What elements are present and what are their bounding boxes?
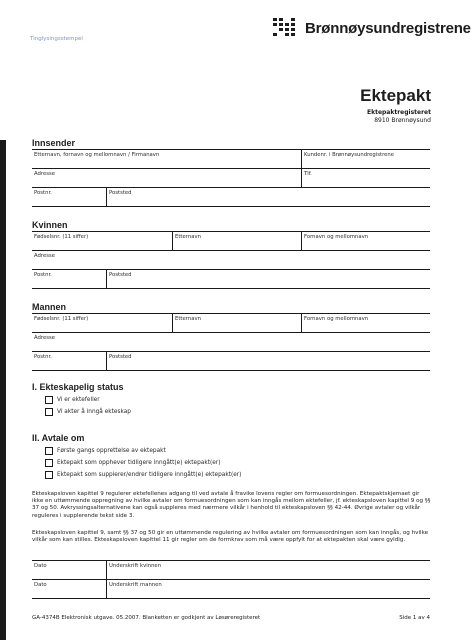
checkbox-intend-to-marry[interactable] bbox=[45, 408, 53, 416]
wife-postal-code-field[interactable] bbox=[32, 270, 107, 288]
wife-signature-label: Underskrift kvinnen bbox=[109, 562, 162, 569]
husband-postal-code-input[interactable] bbox=[34, 360, 104, 369]
form-info: GA-4374B Elektronisk utgave. 05.2007. Blanketten er godkjent av Løsøreregisteret bbox=[32, 615, 261, 621]
wife-postal-code-input[interactable] bbox=[34, 278, 104, 287]
page-title: Ektepakt bbox=[360, 86, 431, 105]
wife-address-label: Adresse bbox=[34, 252, 55, 259]
sender-phone-field[interactable] bbox=[302, 169, 430, 187]
sender-address-field[interactable] bbox=[32, 169, 302, 187]
wife-given-names-input[interactable] bbox=[304, 240, 428, 249]
sender-city-input[interactable] bbox=[109, 196, 428, 205]
section-title-wife: Kvinnen bbox=[32, 220, 68, 230]
husband-birth-no-input[interactable] bbox=[34, 322, 170, 331]
husband-surname-input[interactable] bbox=[175, 322, 299, 331]
logo bbox=[273, 18, 471, 38]
sender-postal-code-label: Postnr. bbox=[34, 189, 52, 196]
checkbox-married[interactable] bbox=[45, 396, 53, 404]
agreement-option[interactable] bbox=[45, 447, 166, 455]
sender-name-field[interactable] bbox=[32, 150, 302, 168]
husband-given-names-input[interactable] bbox=[304, 322, 428, 331]
logo-text: Brønnøysundregistrene bbox=[305, 19, 471, 37]
husband-given-names-label: Fornavn og mellomnavn bbox=[304, 315, 369, 322]
agreement-option[interactable] bbox=[45, 471, 241, 479]
wife-date-field[interactable] bbox=[32, 561, 107, 579]
left-margin-bar bbox=[0, 140, 6, 640]
sender-postal-code-field[interactable] bbox=[32, 188, 107, 206]
wife-city-field[interactable] bbox=[107, 270, 430, 288]
wife-surname-label: Etternavn bbox=[175, 233, 201, 240]
husband-city-input[interactable] bbox=[109, 360, 428, 369]
info-paragraph-2: Ekteskapsloven kapittel 9, samt §§ 37 og 50 gir en uttømmende regulering av hvilke avtaler om formuesordningen som kan inngås, og hvilke vilkår som kan stilles. Ekteskapsloven kapittel 11 gir regler om de formkrav som må være oppfylt for at ektepakten skal være gyldig. bbox=[32, 530, 429, 544]
marital-status-option[interactable] bbox=[45, 396, 100, 404]
signature-table bbox=[32, 560, 430, 599]
wife-birth-no-label: Fødselsnr. (11 siffer) bbox=[34, 233, 89, 240]
checkbox-label: Vi akter å inngå ekteskap bbox=[57, 409, 131, 415]
section-title-husband: Mannen bbox=[32, 302, 67, 312]
sender-city-field[interactable] bbox=[107, 188, 430, 206]
husband-date-field[interactable] bbox=[32, 580, 107, 598]
husband-city-field[interactable] bbox=[107, 352, 430, 370]
wife-birth-no-field[interactable] bbox=[32, 232, 173, 250]
wife-signature-field[interactable] bbox=[107, 561, 430, 579]
registry-address: 8910 Brønnøysund bbox=[374, 117, 431, 124]
sender-postal-code-input[interactable] bbox=[34, 196, 104, 205]
checkbox-first-time[interactable] bbox=[45, 447, 53, 455]
husband-signature-label: Underskrift mannen bbox=[109, 581, 162, 588]
wife-address-input[interactable] bbox=[34, 259, 428, 268]
husband-postal-code-label: Postnr. bbox=[34, 353, 52, 360]
husband-surname-label: Etternavn bbox=[175, 315, 201, 322]
husband-address-field[interactable] bbox=[32, 333, 430, 351]
marital-status-option[interactable] bbox=[45, 408, 131, 416]
checkbox-label: Første gangs opprettelse av ektepakt bbox=[57, 448, 166, 454]
wife-surname-field[interactable] bbox=[173, 232, 302, 250]
page-number: Side 1 av 4 bbox=[399, 615, 430, 621]
footer bbox=[32, 615, 430, 621]
wife-table bbox=[32, 231, 430, 289]
husband-date-input[interactable] bbox=[34, 588, 104, 597]
sender-name-label: Etternavn, fornavn og mellomnavn / Firmanavn bbox=[34, 151, 160, 158]
info-paragraph-1: Ekteskapsloven kapittel 9 regulerer ektefellenes adgang til ved avtale å fravike lovens regler om formuesordningen. Ektepaktskjemaet gir ikke en uttømmende oppregning av hvilke avtaler om formuesordningen som kan inngås mellom ektefeller, jf. ekteskapsloven kapittel 9 og §§ 37 og 50. Avkryssingsalternativene kan også suppleres med nærmere vilkår i henhold til ekteskapsloven §§ 42-44. Øvrige avtaler og vilkår reguleres i supplerende tekst side 3. bbox=[32, 491, 431, 519]
husband-city-label: Poststed bbox=[109, 353, 132, 360]
husband-surname-field[interactable] bbox=[173, 314, 302, 332]
husband-given-names-field[interactable] bbox=[302, 314, 430, 332]
wife-surname-input[interactable] bbox=[175, 240, 299, 249]
husband-signature-field[interactable] bbox=[107, 580, 430, 598]
wife-given-names-field[interactable] bbox=[302, 232, 430, 250]
stamp-label: Tinglysingsstempel bbox=[30, 36, 83, 42]
sender-address-label: Adresse bbox=[34, 170, 55, 177]
section-title-agreement: II. Avtale om bbox=[32, 433, 85, 443]
husband-date-label: Dato bbox=[34, 581, 47, 588]
checkbox-label: Ektepakt som opphever tidligere inngått(e) ektepakt(er) bbox=[57, 460, 221, 466]
checkbox-label: Ektepakt som supplerer/endrer tidligere inngått(e) ektepakt(er) bbox=[57, 472, 242, 478]
wife-date-label: Dato bbox=[34, 562, 47, 569]
sender-address-input[interactable] bbox=[34, 177, 299, 186]
wife-postal-code-label: Postnr. bbox=[34, 271, 52, 278]
husband-postal-code-field[interactable] bbox=[32, 352, 107, 370]
wife-birth-no-input[interactable] bbox=[34, 240, 170, 249]
checkbox-supplements-previous[interactable] bbox=[45, 471, 53, 479]
husband-address-input[interactable] bbox=[34, 341, 428, 350]
husband-birth-no-label: Fødselsnr. (11 siffer) bbox=[34, 315, 89, 322]
sender-customer-no-label: Kundenr. i Brønnøysundregistrene bbox=[304, 151, 395, 158]
sender-customer-no-field[interactable] bbox=[302, 150, 430, 168]
wife-address-field[interactable] bbox=[32, 251, 430, 269]
husband-address-label: Adresse bbox=[34, 334, 55, 341]
husband-birth-no-field[interactable] bbox=[32, 314, 173, 332]
checkbox-revokes-previous[interactable] bbox=[45, 459, 53, 467]
checkbox-label: Vi er ektefeller bbox=[57, 397, 100, 403]
wife-given-names-label: Fornavn og mellomnavn bbox=[304, 233, 369, 240]
sender-phone-input[interactable] bbox=[304, 177, 428, 186]
section-title-marital-status: I. Ekteskapelig status bbox=[32, 382, 124, 392]
sender-city-label: Poststed bbox=[109, 189, 132, 196]
sender-name-input[interactable] bbox=[34, 158, 299, 167]
wife-city-input[interactable] bbox=[109, 278, 428, 287]
section-title-sender: Innsender bbox=[32, 138, 76, 148]
wife-date-input[interactable] bbox=[34, 569, 104, 578]
wife-city-label: Poststed bbox=[109, 271, 132, 278]
sender-customer-no-input[interactable] bbox=[304, 158, 428, 167]
sender-table bbox=[32, 149, 430, 207]
registry-name: Ektepaktregisteret bbox=[366, 109, 431, 116]
husband-table bbox=[32, 313, 430, 371]
agreement-option[interactable] bbox=[45, 459, 220, 467]
logo-icon bbox=[273, 18, 297, 38]
sender-phone-label: Tlf. bbox=[304, 170, 312, 177]
